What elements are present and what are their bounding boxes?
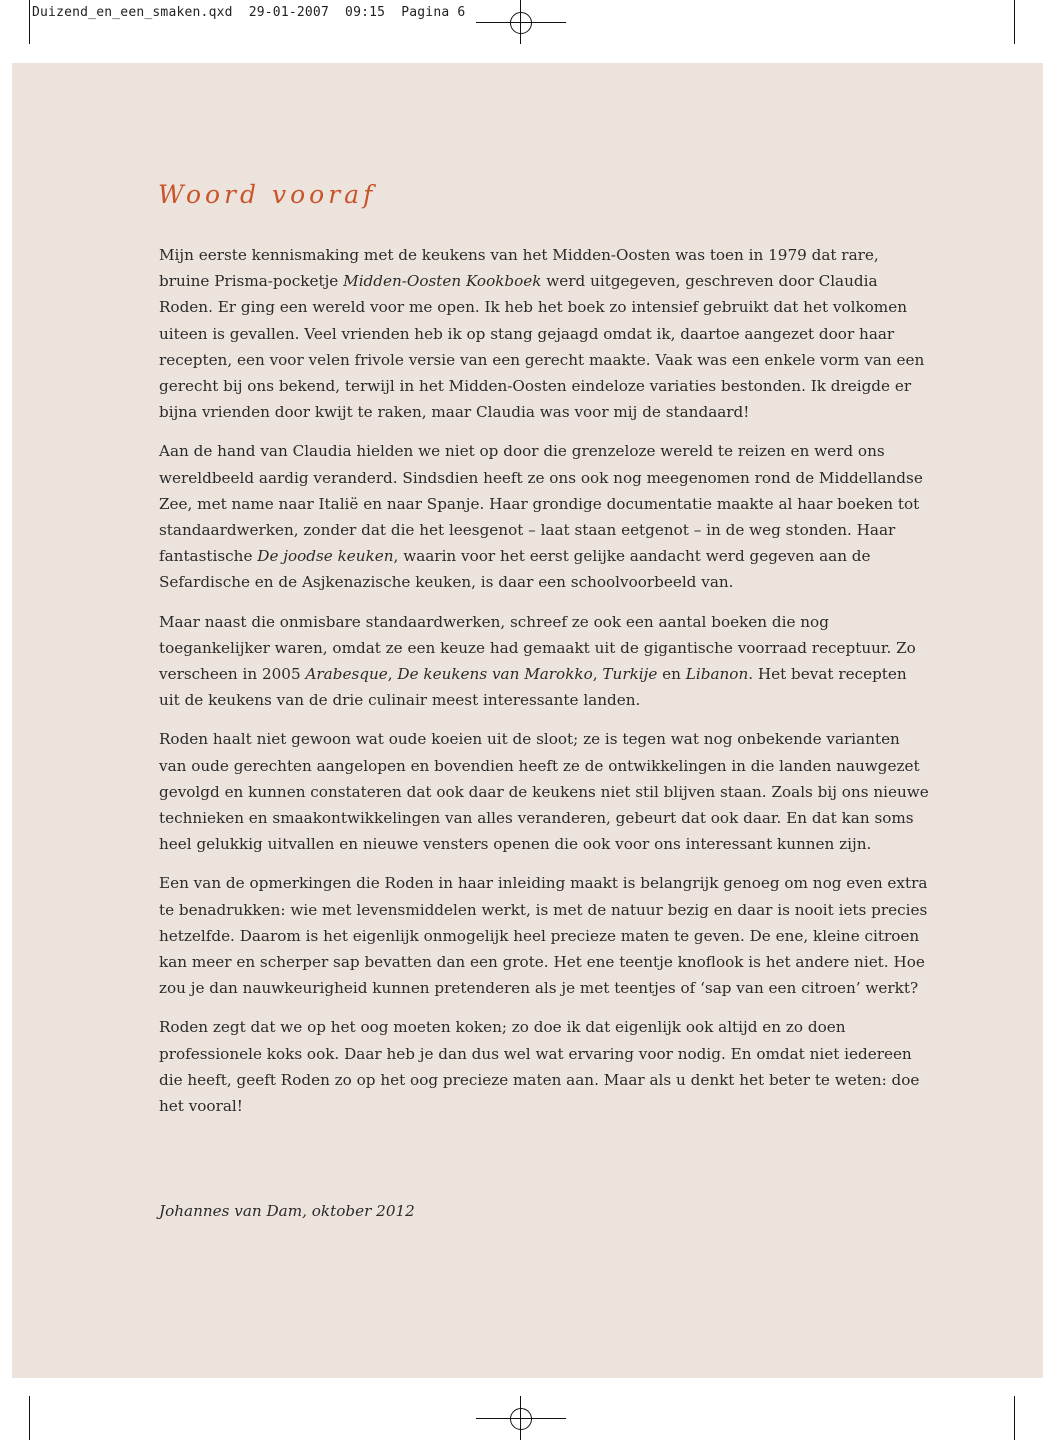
author-signature-line: Johannes van Dam, oktober 2012 xyxy=(159,1202,415,1220)
crop-mark-top-right xyxy=(1014,0,1015,44)
paragraph-text: Mijn eerste kennismaking met de keukens van het Midden-Oosten was toen in 1979 dat rare, bruine Prisma-pocketje xyxy=(159,246,879,291)
italic-title-text: Turkije xyxy=(602,665,658,684)
paragraph-text: Een van de opmerkingen die Roden in haar inleiding maakt is belangrijk genoeg om nog even extra te benadrukken: wie met levensmiddelen werkt, is met de natuur bezig en daar is nooit iets precies hetzelfde. Daarom is het eigenlijk onmogelijk heel precieze maten te geven. De ene, kleine citroen kan meer en scherper sap bevatten dan een grote. Het ene teentje knoflook is het andere niet. Hoe zou je dan nauwkeurigheid kunnen pretenderen als je met teentjes of ‘sap van een citroen’ werkt? xyxy=(159,874,928,998)
paragraph xyxy=(159,609,929,714)
paragraph-text: , xyxy=(387,665,398,684)
paragraph xyxy=(159,1014,929,1119)
italic-title-text: De keukens van Marokko xyxy=(397,665,593,684)
paragraph-text: , waarin voor het eerst gelijke aandacht werd gegeven aan de Sefardische en de Asjkenazische keuken, is daar een schoolvoorbeeld van. xyxy=(159,547,871,592)
paragraph-text: , xyxy=(592,665,603,684)
page-title: Woord vooraf xyxy=(158,180,377,209)
paragraph-text: en xyxy=(657,665,686,684)
paragraph-text: . Het bevat recepten uit de keukens van de drie culinair meest interessante landen. xyxy=(159,665,907,710)
registration-circle-top xyxy=(510,12,532,34)
paragraph xyxy=(159,438,929,595)
paragraph-text: Roden haalt niet gewoon wat oude koeien uit de sloot; ze is tegen wat nog onbekende varianten van oude gerechten aangelopen en bovendien heeft ze de ontwikkelingen in die landen nauwgezet gevolgd en kunnen constateren dat ook daar de keukens niet stil blijven staan. Zoals bij ons nieuwe technieken en smaakontwikkelingen van alles veranderen, gebeurt dat ook daar. En dat kan soms heel gelukkig uitvallen en nieuwe vensters openen die ook voor ons interessant kunnen zijn. xyxy=(159,730,929,854)
paragraph xyxy=(159,726,929,857)
printer-slug-line: Duizend_en_een_smaken.qxd 29-01-2007 09:15 Pagina 6 xyxy=(32,5,466,20)
italic-title-text: Libanon xyxy=(685,665,749,684)
paragraph-text: Roden zegt dat we op het oog moeten koken; zo doe ik dat eigenlijk ook altijd en zo doen professionele koks ook. Daar heb je dan dus wel wat ervaring voor nodig. En omdat niet iedereen die heeft, geeft Roden zo op het oog precieze maten aan. Maar als u denkt het beter te weten: doe het vooral! xyxy=(159,1018,920,1116)
paragraph xyxy=(159,870,929,1001)
crop-mark-top-left xyxy=(29,0,30,44)
paragraph-text: Aan de hand van Claudia hielden we niet op door die grenzeloze wereld te reizen en werd ons wereldbeeld aardig veranderd. Sindsdien heeft ze ons ook nog meegenomen rond de Middellandse Zee, met name naar Italië en naar Spanje. Haar grondige documentatie maakte al haar boeken tot standaardwerken, zonder dat die het leesgenot – laat staan eetgenot – in de weg stonden. Haar fantastische xyxy=(159,442,923,566)
italic-title-text: Arabesque xyxy=(305,665,388,684)
registration-circle-bottom xyxy=(510,1408,532,1430)
crop-mark-bottom-left xyxy=(29,1396,30,1440)
italic-title-text: Midden-Oosten Kookboek xyxy=(343,272,542,291)
foreword-body xyxy=(159,242,929,1132)
paragraph-text: werd uitgegeven, geschreven door Claudia Roden. Er ging een wereld voor me open. Ik heb het boek zo intensief gebruikt dat het volkomen uiteen is gevallen. Veel vrienden heb ik op stang gejaagd omdat ik, daartoe aangezet door haar recepten, een voor velen frivole versie van een gerecht maakte. Vaak was een enkele vorm van een gerecht bij ons bekend, terwijl in het Midden-Oosten eindeloze variaties bestonden. Ik dreigde er bijna vrienden door kwijt te raken, maar Claudia was voor mij de standaard! xyxy=(159,272,925,422)
italic-title-text: De joodse keuken xyxy=(257,547,394,566)
paragraph xyxy=(159,242,929,425)
paragraph-text: Maar naast die onmisbare standaardwerken, schreef ze ook een aantal boeken die nog toegankelijker waren, omdat ze een keuze had gemaakt uit de gigantische voorraad receptuur. Zo verscheen in 2005 xyxy=(159,612,916,684)
crop-mark-bottom-right xyxy=(1014,1396,1015,1440)
